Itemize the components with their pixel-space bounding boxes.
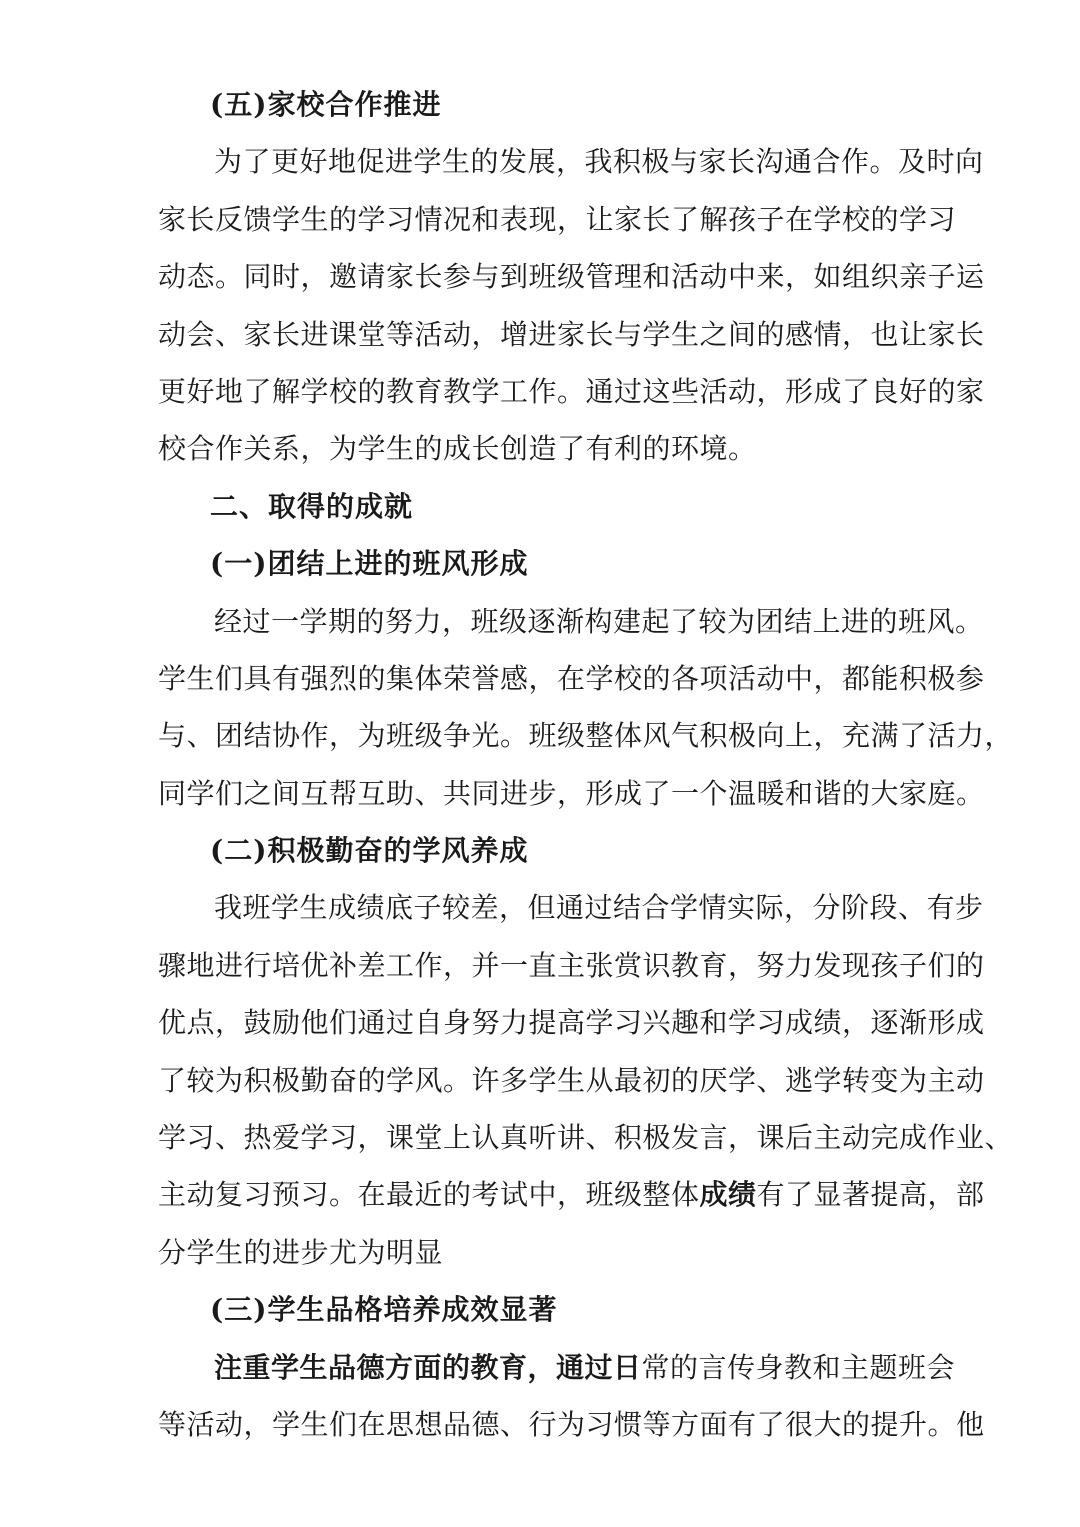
paragraph-line: 分学生的进步尤为明显 — [158, 1235, 444, 1269]
subsection-3-heading: (三)学生品格培养成效显著 — [210, 1293, 558, 1327]
paragraph-line: 学习、热爱学习，课堂上认真听讲、积极发言，课后主动完成作业、 — [158, 1121, 1014, 1155]
subsection-1-heading: (一)团结上进的班风形成 — [210, 547, 529, 581]
paragraph-line: 经过一学期的努力，班级逐渐构建起了较为团结上进的班风。 — [214, 604, 984, 638]
paragraph-line: 动态。同时，邀请家长参与到班级管理和活动中来，如组织亲子运 — [158, 260, 985, 294]
paragraph-line: 我班学生成绩底子较差，但通过结合学情实际，分阶段、有步 — [214, 891, 984, 925]
bold-text-run: 注重学生品德方面的教育，通过日 — [214, 1350, 642, 1384]
section-5-heading: (五)家校合作推进 — [210, 88, 442, 121]
paragraph-line: 同学们之间互帮互助、共同进步，形成了一个温暖和谐的大家庭。 — [158, 776, 985, 810]
paragraph-line: 学生们具有强烈的集体荣誉感，在学校的各项活动中，都能积极参 — [158, 661, 985, 695]
paragraph-line: 校合作关系，为学生的成长创造了有利的环境。 — [158, 432, 757, 466]
paragraph-line: 了较为积极勤奋的学风。许多学生从最初的厌学、逃学转变为主动 — [158, 1063, 985, 1097]
paragraph-line: 等活动，学生们在思想品德、行为习惯等方面有了很大的提升。他 — [158, 1407, 985, 1441]
paragraph-line: 优点，鼓励他们通过自身努力提高学习兴趣和学习成绩，逐渐形成 — [158, 1006, 985, 1040]
subsection-2-heading: (二)积极勤奋的学风养成 — [210, 834, 529, 868]
text-run: 有了显著提高，部 — [756, 1178, 985, 1212]
text-run: 常的言传身教和主题班会 — [641, 1350, 956, 1384]
paragraph-line: 骤地进行培优补差工作，并一直主张赏识教育，努力发现孩子们的 — [158, 948, 985, 982]
paragraph-line — [158, 1339, 956, 1396]
paragraph-line: 家长反馈学生的学习情况和表现，让家长了解孩子在学校的学习 — [158, 202, 957, 236]
bold-text-run: 成绩 — [699, 1178, 757, 1212]
paragraph-line: 为了更好地促进学生的发展，我积极与家长沟通合作。及时向 — [214, 145, 984, 179]
part-2-heading: 二、取得的成就 — [210, 489, 414, 523]
text-run: 主动复习预习。在最近的考试中，班级整体 — [158, 1178, 700, 1212]
paragraph-line — [158, 1166, 985, 1223]
paragraph-line: 动会、家长进课堂等活动，增进家长与学生之间的感情，也让家长 — [158, 317, 985, 351]
paragraph-line: 更好地了解学校的教育教学工作。通过这些活动，形成了良好的家 — [158, 374, 985, 408]
paragraph-line: 与、团结协作，为班级争光。班级整体风气积极向上，充满了活力， — [158, 719, 1014, 753]
